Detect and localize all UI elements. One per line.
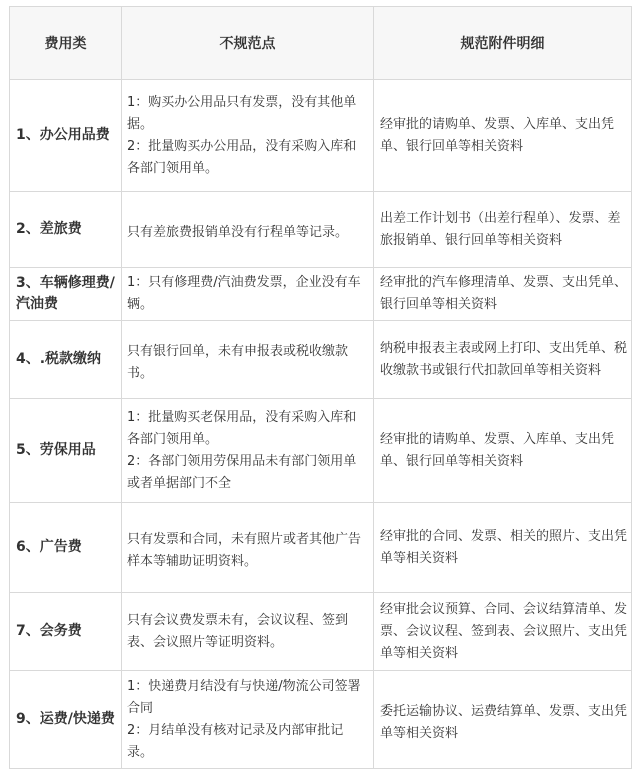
category-cell: 1、办公用品费 <box>10 80 122 192</box>
header-category: 费用类 <box>10 7 122 80</box>
header-row <box>10 7 632 80</box>
issue-line: 1：批量购买老保用品，没有采购入库和各部门领用单。 <box>127 409 357 447</box>
issues-cell <box>122 399 374 503</box>
attachments-cell: 纳税申报表主表或网上打印、支出凭单、税收缴款书或银行代扣款回单等相关资料 <box>374 321 632 399</box>
issues-cell <box>122 80 374 192</box>
table-row <box>10 503 632 593</box>
attachments-cell: 经审批会议预算、合同、会议结算清单、发票、会议议程、签到表、会议照片、支出凭单等相关资料 <box>374 593 632 671</box>
header-attachments: 规范附件明细 <box>374 7 632 80</box>
expense-table <box>9 6 632 769</box>
table-row <box>10 192 632 268</box>
attachments-cell: 委托运输协议、运费结算单、发票、支出凭单等相关资料 <box>374 671 632 769</box>
attachments-cell: 经审批的汽车修理清单、发票、支出凭单、银行回单等相关资料 <box>374 268 632 321</box>
issue-line: 2：各部门领用劳保用品未有部门领用单或者单据部门不全 <box>127 453 357 491</box>
issue-line: 只有银行回单，未有申报表或税收缴款书。 <box>127 343 349 381</box>
attachments-cell: 经审批的合同、发票、相关的照片、支出凭单等相关资料 <box>374 503 632 593</box>
issue-line: 1：只有修理费/汽油费发票，企业没有车辆。 <box>127 275 361 312</box>
header-issues: 不规范点 <box>122 7 374 80</box>
table-row <box>10 593 632 671</box>
issue-line: 2：月结单没有核对记录及内部审批记录。 <box>127 722 344 760</box>
category-cell: 3、车辆修理费/汽油费 <box>10 268 122 321</box>
issues-cell <box>122 321 374 399</box>
issues-cell <box>122 671 374 769</box>
category-cell: 6、广告费 <box>10 503 122 593</box>
table-row <box>10 399 632 503</box>
table-row <box>10 268 632 321</box>
issue-line: 2：批量购买办公用品，没有采购入库和各部门领用单。 <box>127 138 357 176</box>
issue-line: 只有发票和合同，未有照片或者其他广告样本等辅助证明资料。 <box>127 531 362 569</box>
issues-cell <box>122 593 374 671</box>
issues-cell <box>122 268 374 321</box>
category-cell: 9、运费/快递费 <box>10 671 122 769</box>
category-cell: 4、.税款缴纳 <box>10 321 122 399</box>
category-cell: 2、差旅费 <box>10 192 122 268</box>
issue-line: 只有会议费发票未有，会议议程、签到表、会议照片等证明资料。 <box>127 612 349 650</box>
issue-line: 1：购买办公用品只有发票，没有其他单据。 <box>127 94 357 132</box>
issues-cell <box>122 192 374 268</box>
issue-line: 只有差旅费报销单没有行程单等记录。 <box>127 224 349 240</box>
attachments-cell: 出差工作计划书（出差行程单）、发票、差旅报销单、银行回单等相关资料 <box>374 192 632 268</box>
table-row <box>10 671 632 769</box>
attachments-cell: 经审批的请购单、发票、入库单、支出凭单、银行回单等相关资料 <box>374 399 632 503</box>
issues-cell <box>122 503 374 593</box>
table-row <box>10 321 632 399</box>
table-row <box>10 80 632 192</box>
category-cell: 5、劳保用品 <box>10 399 122 503</box>
attachments-cell: 经审批的请购单、发票、入库单、支出凭单、银行回单等相关资料 <box>374 80 632 192</box>
category-cell: 7、会务费 <box>10 593 122 671</box>
issue-line: 1：快递费月结没有与快递/物流公司签署合同 <box>127 678 361 716</box>
